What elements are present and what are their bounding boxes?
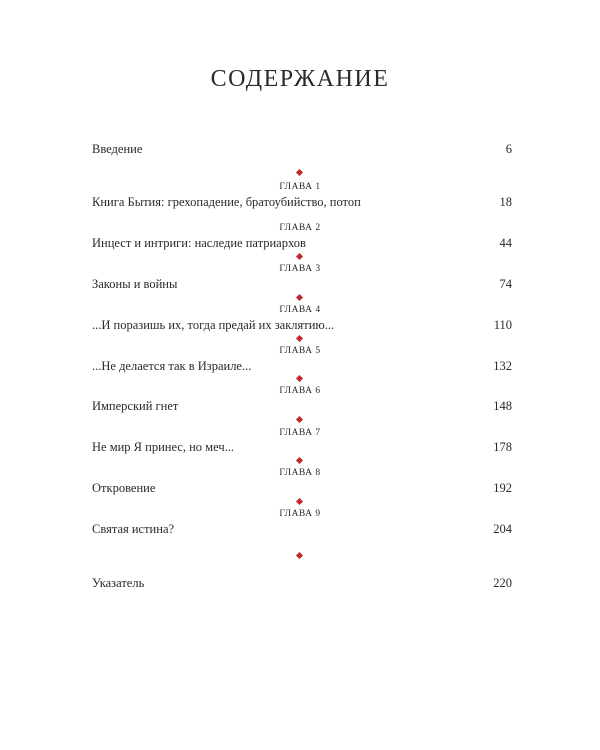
chapter-label: ГЛАВА 6 (279, 386, 321, 396)
toc-entry-title: Книга Бытия: грехопадение, братоубийство, потоп (92, 195, 361, 209)
diamond-ornament-icon (296, 169, 303, 176)
toc-page-number: 132 (493, 359, 512, 373)
toc-page-number: 6 (505, 142, 512, 156)
chapter-label: ГЛАВА 2 (279, 223, 321, 233)
toc-entry-title: ...Не делается так в Израиле... (92, 359, 252, 373)
toc-entry-title: ...И поразишь их, тогда предай их заклятию... (92, 318, 335, 332)
chapter-label: ГЛАВА 8 (279, 468, 321, 478)
toc-entry-title: Законы и войны (92, 277, 178, 291)
chapter-label: ГЛАВА 7 (279, 428, 321, 438)
toc-entry-chapter-4[interactable] (92, 318, 512, 336)
diamond-ornament-icon (296, 457, 303, 464)
toc-entry-title: Откровение (92, 481, 156, 495)
toc-page-number: 110 (493, 318, 512, 332)
toc-entry-chapter-8[interactable] (92, 481, 512, 499)
toc-entry-chapter-7[interactable] (92, 440, 512, 458)
diamond-ornament-icon (296, 498, 303, 505)
diamond-ornament-icon (296, 416, 303, 423)
diamond-ornament-icon (296, 552, 303, 559)
toc-entry-chapter-2[interactable] (92, 236, 512, 254)
toc-page-number: 192 (493, 481, 512, 495)
toc-entry-title: Указатель (92, 576, 145, 590)
toc-page-number: 204 (493, 522, 512, 536)
diamond-ornament-icon (296, 253, 303, 260)
toc-page-number: 148 (493, 399, 512, 413)
toc-entry-title: Святая истина? (92, 522, 175, 536)
chapter-label: ГЛАВА 4 (279, 305, 321, 315)
toc-entry-introduction[interactable] (92, 142, 512, 160)
diamond-ornament-icon (296, 294, 303, 301)
toc-entry-chapter-5[interactable] (92, 359, 512, 377)
toc-entry-title: Имперский гнет (92, 399, 179, 413)
diamond-ornament-icon (296, 335, 303, 342)
toc-page-number: 44 (499, 236, 512, 250)
toc-entry-chapter-9[interactable] (92, 522, 512, 540)
toc-page-number: 220 (493, 576, 512, 590)
toc-entry-title: Не мир Я принес, но меч... (92, 440, 234, 454)
toc-entry-title: Введение (92, 142, 143, 156)
toc-page-number: 18 (499, 195, 512, 209)
toc-entry-chapter-3[interactable] (92, 277, 512, 295)
toc-entry-chapter-1[interactable] (92, 195, 512, 213)
toc-page-number: 178 (493, 440, 512, 454)
toc-entry-title: Инцест и интриги: наследие патриархов (92, 236, 306, 250)
page-title: СОДЕРЖАНИЕ (210, 66, 390, 92)
toc-entry-chapter-6[interactable] (92, 399, 512, 417)
chapter-label: ГЛАВА 1 (279, 182, 321, 192)
chapter-label: ГЛАВА 3 (279, 264, 321, 274)
chapter-label: ГЛАВА 5 (279, 346, 321, 356)
toc-entry-index[interactable] (92, 576, 512, 594)
toc-page-number: 74 (499, 277, 512, 291)
chapter-label: ГЛАВА 9 (279, 509, 321, 519)
